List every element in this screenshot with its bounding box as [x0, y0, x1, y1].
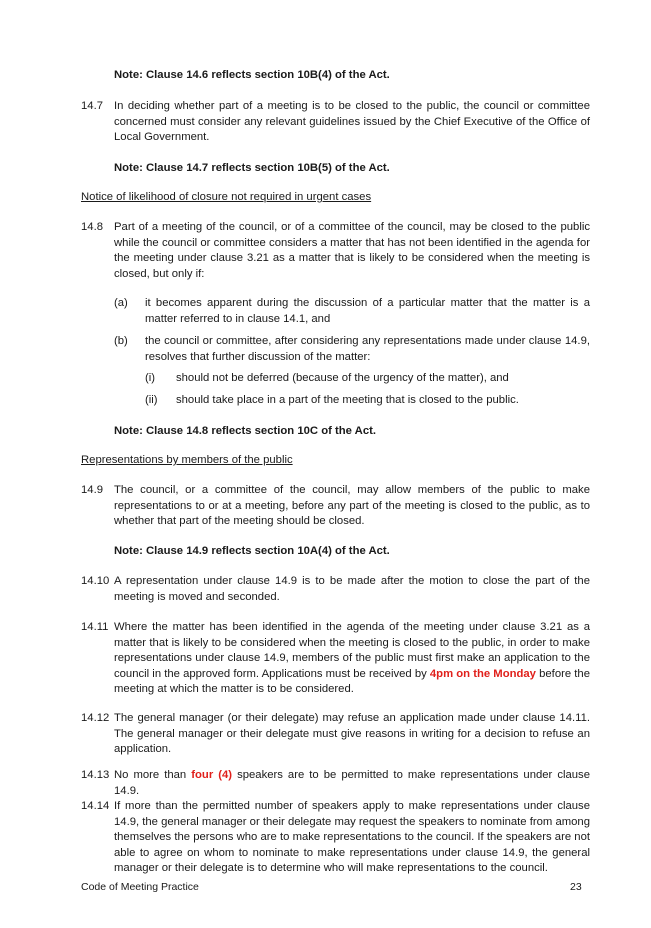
note-14-9: Note: Clause 14.9 reflects section 10A(4) of the Act.: [114, 545, 390, 557]
clause-text: If more than the permitted number of speakers apply to make representations under clause 14.9, the general manager or their delegate may request the speakers to nominate from among themselves the persons who are to make representations to the council. If the speakers are not able to agree on whom to nominate to make representations under clause 14.9, the general manager or their delegate is to determine who will make representations to the council.: [114, 800, 591, 875]
note-14-6: Note: Clause 14.6 reflects section 10B(4) of the Act.: [114, 69, 390, 81]
clause-number: 14.14: [81, 800, 110, 812]
clause-text: A representation under clause 14.9 is to be made after the motion to close the part of the meeting is moved and seconded.: [114, 575, 590, 603]
section-heading: Representations by members of the public: [81, 454, 293, 466]
note-14-7: Note: Clause 14.7 reflects section 10B(5) of the Act.: [114, 162, 390, 174]
subsub-text: should take place in a part of the meeting that is closed to the public.: [176, 394, 519, 406]
subsub-label: (ii): [145, 394, 158, 406]
clause-number: 14.11: [81, 621, 109, 633]
note-14-8: Note: Clause 14.8 reflects section 10C of the Act.: [114, 425, 377, 437]
clause-number: 14.9: [81, 484, 103, 496]
subclause-label: (b): [114, 335, 128, 347]
page-number: 23: [570, 881, 582, 893]
footer-title: Code of Meeting Practice: [81, 881, 199, 893]
clause-text: No more than four (4) speakers are to be permitted to make representations under clause 14.9.: [114, 769, 590, 797]
clause-text: Part of a meeting of the council, or of a committee of the council, may be closed to the public while the council or committee considers a matter that has not been identified in the agenda for the meeting under clause 3.21 as a matter that is likely to be considered when the meeting is closed, but only if:: [114, 221, 590, 280]
subsub-text: should not be deferred (because of the urgency of the matter), and: [176, 372, 509, 384]
subclause-text: it becomes apparent during the discussion of a particular matter that the matter is a matter referred to in clause 14.1, and: [145, 297, 590, 325]
subclause-text: the council or committee, after considering any representations made under clause 14.9, resolves that further discussion of the matter:: [145, 335, 590, 363]
clause-number: 14.8: [81, 221, 103, 233]
subclause-label: (a): [114, 297, 128, 309]
clause-number: 14.12: [81, 712, 110, 724]
clause-text: The council, or a committee of the council, may allow members of the public to make representations to or at a meeting, before any part of the meeting is closed to the public, as to whether that part of the meeting should be closed.: [114, 484, 590, 528]
clause-number: 14.13: [81, 769, 110, 781]
clause-number: 14.7: [81, 100, 103, 112]
clause-number: 14.10: [81, 575, 110, 587]
speaker-count-highlight: four (4): [191, 769, 233, 781]
deadline-highlight: 4pm on the Monday: [429, 667, 536, 680]
clause-text: The general manager (or their delegate) may refuse an application made under clause 14.11. The general manager or their delegate must give reasons in writing for a decision to refuse an application.: [114, 712, 590, 756]
clause-text: Where the matter has been identified in the agenda of the meeting under clause 3.21 as a matter that is likely to be considered when the meeting is closed to the public, in order to make representations under clause 14.9, members of the public must first make an application to the council in the approved form. Applications must be received by 4pm on the Monday before the meeting at which the matter is to be considered.: [114, 621, 590, 696]
clause-text: In deciding whether part of a meeting is to be closed to the public, the council or committee concerned must consider any relevant guidelines issued by the Chief Executive of the Office of Local Government.: [114, 100, 590, 144]
section-heading: Notice of likelihood of closure not required in urgent cases: [81, 191, 372, 203]
subsub-label: (i): [145, 372, 156, 384]
